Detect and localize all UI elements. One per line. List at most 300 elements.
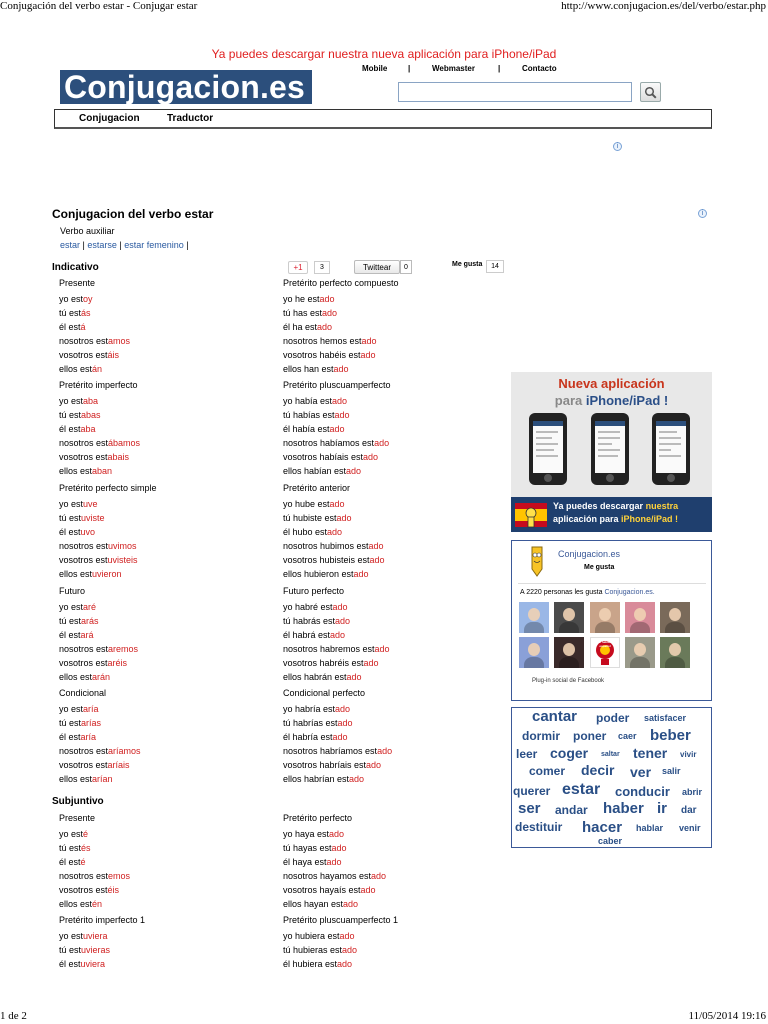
variant-link-estar-femenino[interactable]: estar femenino	[124, 240, 184, 250]
tag-cloud-verb[interactable]: caer	[618, 731, 637, 741]
form-stem: tú est	[59, 616, 82, 626]
verb-tag-cloud	[511, 707, 712, 848]
tag-cloud-verb[interactable]: destituir	[515, 820, 563, 834]
form-stem: él habría est	[283, 732, 333, 742]
tense-heading: Pretérito pluscuamperfecto 1	[283, 915, 399, 925]
google-plus-count: 3	[314, 261, 330, 274]
form-ending: ado	[342, 945, 358, 955]
variant-link-estar[interactable]: estar	[60, 240, 81, 250]
form-stem: vosotros habríais est	[283, 760, 367, 770]
form-ending: ado	[360, 350, 376, 360]
facebook-fan-avatar[interactable]	[660, 637, 690, 668]
tag-cloud-verb[interactable]: venir	[679, 823, 701, 833]
mood-heading: Indicativo	[52, 262, 99, 273]
tag-cloud-verb[interactable]: satisfacer	[644, 713, 687, 723]
facebook-fan-avatar[interactable]	[625, 637, 655, 668]
tag-cloud-verb[interactable]: ver	[630, 764, 652, 780]
tag-cloud-verb[interactable]: ser	[518, 800, 541, 817]
form-ending: uviera	[83, 931, 108, 941]
conjugation-form	[283, 732, 348, 742]
form-stem: yo haya est	[283, 829, 330, 839]
form-stem: vosotros est	[59, 658, 108, 668]
facebook-fan-avatar[interactable]	[554, 637, 584, 668]
conjugation-form	[283, 602, 348, 612]
conjugation-form	[59, 959, 105, 969]
conjugation-form	[59, 732, 96, 742]
pencil-mascot-icon	[524, 545, 550, 577]
form-ending: ado	[346, 466, 362, 476]
variant-separator: |	[119, 240, 122, 250]
form-stem: vosotros est	[59, 760, 108, 770]
twitter-button[interactable]: Twittear	[354, 260, 400, 274]
conjugation-form	[283, 718, 353, 728]
form-stem: ellos habían est	[283, 466, 347, 476]
form-stem: tú hayas est	[283, 843, 332, 853]
facebook-fan-avatar[interactable]	[519, 637, 549, 668]
print-page-url: http://www.conjugacion.es/del/verbo/estar.php	[561, 0, 766, 12]
tag-cloud-verb[interactable]: poner	[573, 729, 607, 743]
conjugation-form	[59, 541, 137, 551]
form-ending: aré	[83, 602, 97, 612]
conjugation-form	[59, 602, 96, 612]
app-banner-strip	[511, 497, 712, 532]
tense-heading: Presente	[59, 813, 96, 823]
tag-cloud-verb[interactable]: dormir	[522, 729, 561, 743]
form-stem: ellos est	[59, 774, 93, 784]
form-stem: vosotros hayaís est	[283, 885, 361, 895]
main-nav	[54, 109, 712, 129]
conjugation-form	[283, 885, 376, 895]
divider	[518, 583, 706, 584]
form-stem: nosotros hemos est	[283, 336, 362, 346]
tag-cloud-verb[interactable]: hacer	[582, 819, 623, 836]
form-stem: vosotros habéis est	[283, 350, 361, 360]
variant-separator: |	[82, 240, 85, 250]
conjugation-form	[283, 931, 355, 941]
form-ending: arían	[92, 774, 113, 784]
conjugation-form	[283, 527, 342, 537]
site-logo[interactable]: Conjugacion.es	[60, 70, 312, 104]
form-ending: uviera	[80, 959, 106, 969]
form-stem: nosotros est	[59, 644, 109, 654]
tense-heading: Pretérito perfecto compuesto	[283, 278, 399, 288]
form-ending: áis	[107, 350, 120, 360]
form-ending: ado	[361, 336, 377, 346]
app-banner-subtitle-prefix: para	[554, 393, 583, 408]
app-banner-title: Nueva aplicación	[558, 376, 665, 391]
form-ending: én	[92, 899, 103, 909]
form-stem: yo había est	[283, 396, 333, 406]
conjugation-form	[59, 294, 93, 304]
search-icon	[644, 86, 657, 99]
form-stem: tú est	[59, 718, 82, 728]
conjugation-form	[283, 616, 350, 626]
form-stem: ellos hayan est	[283, 899, 344, 909]
form-stem: vosotros est	[59, 350, 108, 360]
facebook-fan-avatar[interactable]	[519, 602, 549, 633]
tense-heading: Pretérito pluscuamperfecto	[283, 380, 391, 390]
form-ending: aba	[83, 396, 99, 406]
conjugation-form	[283, 760, 381, 770]
form-stem: él est	[59, 959, 81, 969]
form-ending: abas	[81, 410, 101, 420]
facebook-fan-avatar[interactable]	[590, 602, 620, 633]
form-ending: ado	[333, 364, 349, 374]
form-stem: él est	[59, 857, 81, 867]
form-ending: arán	[92, 672, 111, 682]
conjugation-form	[283, 857, 342, 867]
form-stem: vosotros est	[59, 452, 108, 462]
conjugation-form	[283, 541, 384, 551]
verb-variants	[60, 240, 189, 250]
form-ending: ado	[366, 760, 382, 770]
form-ending: amos	[108, 336, 131, 346]
conjugation-form	[59, 308, 91, 318]
facebook-fan-avatar[interactable]	[660, 602, 690, 633]
facebook-fan-avatar[interactable]	[625, 602, 655, 633]
form-stem: nosotros habíamos est	[283, 438, 375, 448]
conjugation-form	[283, 513, 352, 523]
conjugation-form	[59, 885, 119, 895]
form-stem: tú est	[59, 513, 82, 523]
tag-cloud-verb[interactable]: caber	[598, 836, 623, 846]
conjugation-form	[59, 857, 86, 867]
form-ending: ado	[329, 424, 345, 434]
conjugation-form	[59, 555, 138, 565]
form-stem: nosotros est	[59, 871, 109, 881]
form-ending: ado	[327, 527, 343, 537]
form-ending: ado	[368, 541, 384, 551]
form-stem: ellos est	[59, 466, 93, 476]
form-stem: yo est	[59, 704, 84, 714]
facebook-fan-avatar[interactable]	[590, 637, 620, 668]
form-stem: yo habría est	[283, 704, 336, 714]
form-stem: nosotros est	[59, 541, 109, 551]
form-ending: ado	[336, 513, 352, 523]
form-stem: ellos hubieron est	[283, 569, 354, 579]
form-stem: él est	[59, 732, 81, 742]
conjugation-form	[283, 945, 357, 955]
variant-link-estarse[interactable]: estarse	[87, 240, 117, 250]
top-link-webmaster[interactable]: Webmaster	[432, 64, 475, 73]
form-ending: ado	[335, 704, 351, 714]
facebook-fan-count-link[interactable]: Conjugacion.es.	[604, 589, 655, 596]
conjugation-form	[283, 336, 377, 346]
form-ending: aréis	[107, 658, 128, 668]
search-input[interactable]	[398, 82, 632, 102]
conjugation-form	[59, 644, 138, 654]
form-stem: vosotros est	[59, 555, 108, 565]
form-ending: ás	[81, 308, 91, 318]
conjugation-form	[59, 931, 108, 941]
conjugation-form	[283, 555, 385, 565]
form-ending: és	[81, 843, 91, 853]
form-stem: él est	[59, 322, 81, 332]
tag-cloud-verb[interactable]: abrir	[682, 787, 703, 797]
form-stem: nosotros habríamos est	[283, 746, 378, 756]
form-ending: uvo	[80, 527, 96, 537]
facebook-like-button[interactable]: Me gusta	[452, 261, 483, 268]
form-stem: él hubiera est	[283, 959, 338, 969]
form-ending: arías	[81, 718, 102, 728]
tag-cloud-verb[interactable]: salir	[662, 766, 681, 776]
conjugation-form	[59, 336, 130, 346]
tag-cloud-verb[interactable]: ir	[657, 800, 668, 817]
conjugation-form	[283, 630, 345, 640]
form-ending: ado	[371, 871, 387, 881]
form-stem: él est	[59, 630, 81, 640]
google-plus-button[interactable]: +1	[288, 261, 308, 274]
app-strip-line1	[553, 501, 678, 511]
form-ending: ado	[374, 438, 390, 448]
print-datetime: 11/05/2014 19:16	[688, 1010, 766, 1022]
form-stem: tú est	[59, 410, 82, 420]
conjugation-form	[59, 527, 95, 537]
app-promo-banner[interactable]	[511, 372, 712, 532]
form-ending: ado	[337, 959, 353, 969]
form-stem: yo he est	[283, 294, 320, 304]
form-ending: oy	[83, 294, 93, 304]
conjugation-form	[59, 774, 113, 784]
form-stem: nosotros hayamos est	[283, 871, 372, 881]
form-stem: tú habrías est	[283, 718, 338, 728]
conjugation-form	[59, 410, 101, 420]
conjugation-form	[283, 746, 392, 756]
form-stem: ellos habrían est	[283, 774, 350, 784]
tag-cloud-verb[interactable]: decir	[581, 762, 615, 778]
conjugation-form	[59, 899, 102, 909]
form-stem: tú est	[59, 843, 82, 853]
form-ending: aban	[92, 466, 113, 476]
form-stem: tú est	[59, 308, 82, 318]
conjugation-form	[283, 899, 358, 909]
tense-heading: Futuro	[59, 586, 86, 596]
app-banner-subtitle	[511, 393, 712, 408]
tag-cloud-verb[interactable]: cantar	[532, 708, 578, 725]
form-ending: ado	[335, 616, 351, 626]
form-stem: yo est	[59, 602, 84, 612]
form-ending: uviste	[81, 513, 105, 523]
ad-info-icon[interactable]: i	[698, 209, 707, 218]
form-ending: éis	[107, 885, 120, 895]
form-ending: ado	[353, 569, 369, 579]
tag-cloud-verb[interactable]: hablar	[636, 823, 664, 833]
form-ending: ado	[329, 499, 345, 509]
form-ending: ábamos	[108, 438, 141, 448]
ad-info-icon[interactable]: i	[613, 142, 622, 151]
app-banner-subtitle-device: iPhone/iPad !	[585, 393, 669, 408]
facebook-like-box	[511, 540, 712, 701]
nav-item-traductor[interactable]: Traductor	[167, 113, 214, 124]
form-ending: uvimos	[108, 541, 137, 551]
tag-cloud-verb[interactable]: querer	[513, 784, 551, 798]
conjugation-form	[59, 569, 122, 579]
form-stem: él hubo est	[283, 527, 328, 537]
conjugation-form	[283, 396, 347, 406]
form-stem: yo hube est	[283, 499, 330, 509]
form-ending: arás	[81, 616, 99, 626]
form-stem: yo est	[59, 294, 84, 304]
form-ending: ará	[80, 630, 94, 640]
form-ending: aría	[83, 704, 99, 714]
tag-cloud-verb[interactable]: poder	[596, 711, 630, 725]
tag-cloud-verb[interactable]: leer	[516, 747, 538, 761]
form-ending: é	[83, 829, 89, 839]
conjugation-form	[283, 410, 350, 420]
form-stem: tú has est	[283, 308, 323, 318]
conjugation-form	[283, 704, 350, 714]
tag-cloud-verb[interactable]: haber	[603, 800, 644, 817]
facebook-like-count: 14	[486, 260, 504, 273]
conjugation-form	[283, 672, 362, 682]
tense-heading: Pretérito imperfecto 1	[59, 915, 146, 925]
form-stem: ellos est	[59, 364, 93, 374]
form-stem: vosotros hubisteis est	[283, 555, 370, 565]
print-page-title: Conjugación del verbo estar - Conjugar estar	[0, 0, 198, 12]
form-ending: ado	[337, 718, 353, 728]
form-ending: ado	[326, 857, 342, 867]
form-ending: ado	[322, 308, 338, 318]
top-link-contacto[interactable]: Contacto	[522, 64, 557, 73]
tag-cloud-verb[interactable]: coger	[550, 745, 589, 761]
form-stem: vosotros est	[59, 885, 108, 895]
conjugation-form	[283, 350, 376, 360]
form-stem: yo est	[59, 829, 84, 839]
tag-cloud-verb[interactable]: conducir	[615, 784, 670, 799]
form-ending: ado	[374, 644, 390, 654]
conjugation-form	[59, 945, 110, 955]
mood-heading: Subjuntivo	[52, 796, 104, 807]
form-stem: nosotros est	[59, 336, 109, 346]
phone-mockup	[529, 413, 567, 485]
conjugation-form	[59, 322, 86, 332]
facebook-fan-count	[520, 589, 655, 596]
app-strip-line2-text: aplicación para	[553, 514, 619, 524]
conjugation-form	[283, 959, 352, 969]
form-stem: tú est	[59, 945, 82, 955]
page-title: Conjugacion del verbo estar	[52, 207, 214, 221]
conjugation-form	[283, 438, 389, 448]
form-ending: ado	[339, 931, 355, 941]
form-ending: ado	[319, 294, 335, 304]
facebook-page-name[interactable]: Conjugacion.es	[558, 549, 621, 559]
form-ending: é	[80, 857, 86, 867]
conjugation-form	[59, 843, 91, 853]
form-ending: emos	[108, 871, 131, 881]
conjugation-form	[59, 424, 96, 434]
form-stem: tú habías est	[283, 410, 335, 420]
form-stem: tú habrás est	[283, 616, 336, 626]
form-stem: él había est	[283, 424, 330, 434]
tag-cloud-verb[interactable]: vivir	[680, 750, 697, 759]
conjugation-form	[59, 364, 102, 374]
tag-cloud-verb[interactable]: comer	[529, 764, 566, 778]
form-stem: nosotros est	[59, 746, 109, 756]
app-strip-line2	[553, 514, 678, 524]
conjugation-form	[283, 843, 347, 853]
variant-separator: |	[186, 240, 189, 250]
search-button[interactable]	[640, 82, 661, 102]
form-ending: ado	[317, 322, 333, 332]
conjugation-form	[283, 308, 337, 318]
form-stem: él est	[59, 424, 81, 434]
conjugation-form	[283, 364, 349, 374]
form-stem: él ha est	[283, 322, 318, 332]
form-ending: ado	[329, 829, 345, 839]
app-strip-line2-highlight: iPhone/iPad !	[621, 514, 679, 524]
tense-heading: Pretérito perfecto	[283, 813, 353, 823]
conjugation-form	[59, 630, 94, 640]
app-strip-line1-highlight: nuestra	[645, 501, 679, 511]
tense-heading: Condicional perfecto	[283, 688, 366, 698]
tag-cloud-verb[interactable]: beber	[650, 727, 691, 744]
conjugation-form	[59, 616, 99, 626]
conjugation-form	[283, 569, 369, 579]
form-stem: ellos est	[59, 899, 93, 909]
tag-cloud-verb[interactable]: saltar	[601, 751, 620, 758]
conjugation-form	[59, 452, 129, 462]
form-ending: ado	[369, 555, 385, 565]
top-link-separator: |	[408, 64, 411, 73]
conjugation-form	[283, 871, 386, 881]
form-stem: ellos est	[59, 569, 93, 579]
tag-cloud-verb[interactable]: andar	[555, 803, 588, 817]
conjugation-form	[59, 760, 130, 770]
tag-cloud-verb[interactable]: dar	[681, 805, 697, 816]
tag-cloud-verb[interactable]: estar	[562, 781, 601, 798]
form-ending: ado	[346, 672, 362, 682]
form-stem: ellos est	[59, 672, 93, 682]
conjugation-form	[283, 658, 379, 668]
form-ending: á	[80, 322, 86, 332]
form-ending: ado	[330, 630, 346, 640]
form-stem: él haya est	[283, 857, 327, 867]
form-ending: uvieron	[92, 569, 122, 579]
form-ending: ado	[349, 774, 365, 784]
avatar-sign-text: Aquí hablamos español	[594, 640, 616, 648]
form-stem: tú hubieras est	[283, 945, 343, 955]
nav-item-conjugacion[interactable]: Conjugacion	[79, 113, 140, 124]
conjugation-form	[59, 718, 101, 728]
print-page-number: 1 de 2	[0, 1010, 27, 1022]
app-promo-link[interactable]: Ya puedes descargar nuestra nueva aplicación para iPhone/iPad	[211, 47, 557, 61]
facebook-box-like-button[interactable]: Me gusta	[584, 564, 615, 571]
facebook-plugin-label: Plug-in social de Facebook	[532, 678, 605, 684]
conjugation-form	[59, 396, 98, 406]
form-stem: vosotros habíais est	[283, 452, 364, 462]
conjugation-form	[283, 424, 345, 434]
form-ending: ado	[363, 452, 379, 462]
form-stem: nosotros habremos est	[283, 644, 375, 654]
form-ending: aríamos	[108, 746, 141, 756]
conjugation-form	[283, 452, 378, 462]
verb-type: Verbo auxiliar	[60, 226, 115, 236]
form-ending: aba	[80, 424, 96, 434]
conjugation-form	[59, 499, 98, 509]
conjugation-form	[59, 513, 105, 523]
tag-cloud-verb[interactable]: tener	[633, 745, 668, 761]
form-ending: ado	[334, 410, 350, 420]
form-ending: uvisteis	[107, 555, 138, 565]
conjugation-form	[59, 746, 141, 756]
conjugation-form	[283, 322, 332, 332]
facebook-fan-avatar[interactable]	[554, 602, 584, 633]
top-link-mobile[interactable]: Mobile	[362, 64, 388, 73]
form-ending: ado	[363, 658, 379, 668]
form-stem: yo est	[59, 499, 84, 509]
form-ending: ado	[331, 843, 347, 853]
form-ending: ado	[332, 602, 348, 612]
